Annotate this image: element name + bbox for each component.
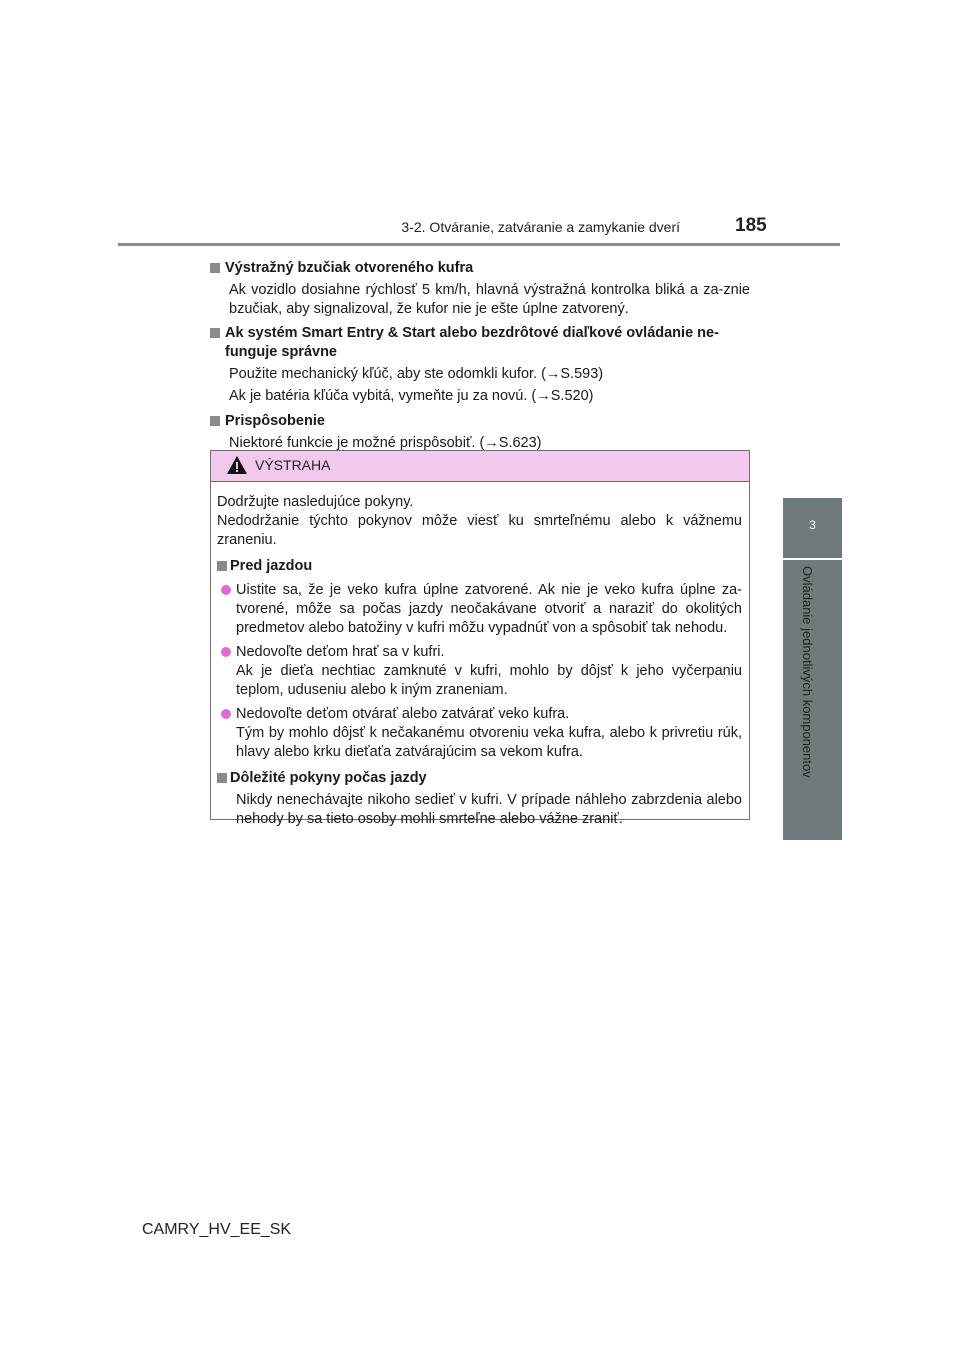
chapter-tab [783,498,842,558]
square-bullet-icon [210,328,220,338]
warning-paragraph: Nikdy nenechávajte nikoho sedieť v kufri. V prípade náhleho zabrzdenia alebo nehody by sa tieto osoby mohli smrteľne alebo vážne zraniť. [236,792,742,827]
warning-subheading: Dôležité pokyny počas jazdy [217,769,742,788]
warning-intro: Nedodržanie týchto pokynov môže viesť ku smrteľnému alebo k vážnemu zraneniu. [217,513,742,548]
page-number: 185 [735,215,767,236]
warning-triangle-icon [226,455,248,475]
section-paragraph: Použite mechanický kľúč, aby ste odomkli kufor. (→S.593) [229,366,604,382]
section-paragraph: Ak vozidlo dosiahne rýchlosť 5 km/h, hlavná výstražná kontrolka bliká a za-znie bzučiak, aby signalizoval, že kufor nie je ešte úplne zatvorený. [229,282,750,317]
section-paragraph: Niektoré funkcie je možné prispôsobiť. (→S.623) [229,435,542,451]
section-heading: Prispôsobenie [210,412,750,431]
warning-subheading: Pred jazdou [217,557,742,576]
round-bullet-icon [221,647,231,657]
warning-bullet: Uistite sa, že je veko kufra úplne zatvorené. Ak nie je veko kufra úplne za-tvorené, môže sa počas jazdy neočakávane otvoriť a naraziť do okolitých predmetov alebo batožiny v kufri môžu vypadnúť von a spôsobiť tak nehodu. [217,581,742,638]
square-bullet-icon [217,561,227,571]
round-bullet-icon [221,709,231,719]
chapter-tab-label: Ovládanie jednotlivých komponentov [800,566,815,778]
main-content [210,253,750,453]
chapter-tab-number: 3 [809,518,816,532]
square-bullet-icon [217,773,227,783]
document-code: CAMRY_HV_EE_SK [142,1221,292,1238]
warning-intro: Dodržujte nasledujúce pokyny. [217,494,414,510]
square-bullet-icon [210,416,220,426]
warning-title: VÝSTRAHA [255,457,331,473]
header-rule [118,243,840,246]
warning-header [211,451,749,482]
square-bullet-icon [210,263,220,273]
section-paragraph: Ak je batéria kľúča vybitá, vymeňte ju za novú. (→S.520) [229,388,594,404]
round-bullet-icon [221,585,231,595]
running-header-title: 3-2. Otváranie, zatváranie a zamykanie dverí [401,219,680,235]
warning-body [211,482,749,829]
warning-box [210,450,750,827]
warning-bullet: Nedovoľte deťom otvárať alebo zatvárať veko kufra. Tým by mohlo dôjsť k nečakanému otvoreniu veka kufra, alebo k privretiu rúk, hlavy alebo krku dieťaťa zatvárajúcim sa vekom kufra. [217,705,742,762]
section-heading: Ak systém Smart Entry & Start alebo bezdrôtové diaľkové ovládanie ne-funguje správne [210,324,750,362]
section-heading: Výstražný bzučiak otvoreného kufra [210,259,750,278]
warning-bullet: Nedovoľte deťom hrať sa v kufri. Ak je dieťa nechtiac zamknuté v kufri, mohlo by dôjsť k jeho vyčerpaniu teplom, uduseniu alebo k iným zraneniam. [217,643,742,700]
